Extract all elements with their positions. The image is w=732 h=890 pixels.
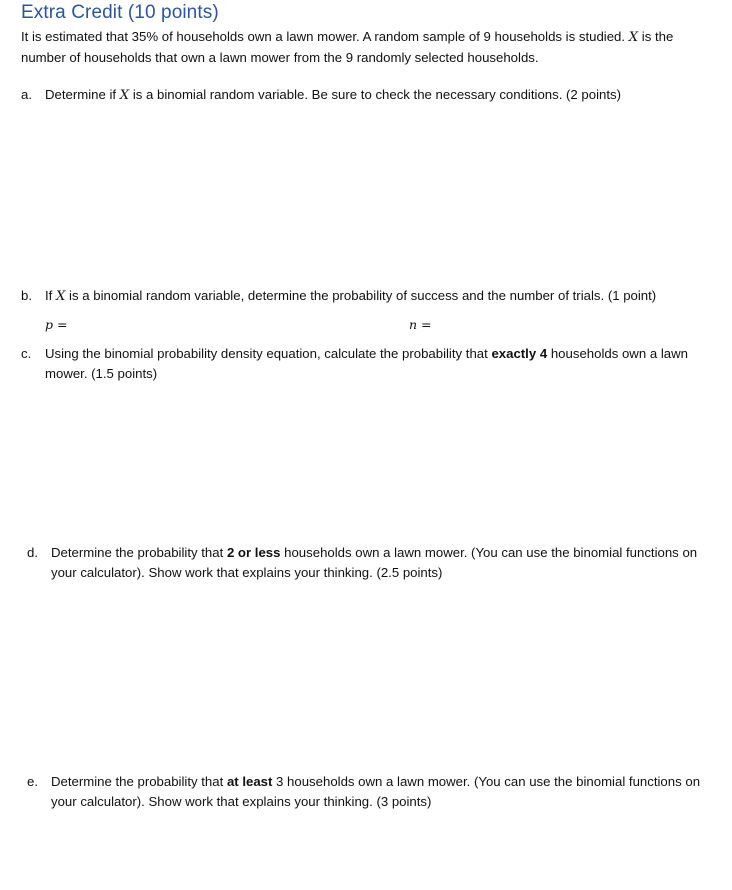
question-c-text [21,344,693,384]
question-c [21,344,693,384]
question-a-text [21,85,711,106]
n-symbol: n [409,317,418,332]
intro-text-1: It is estimated that 35% of households own a lawn mower. A random sample of 9 households is studied. [21,29,629,44]
question-b-letter: b. [21,288,32,303]
question-d [27,543,717,583]
question-d-letter: d. [27,545,38,560]
question-c-bold: exactly 4 [491,346,548,361]
intro-paragraph [21,27,721,68]
question-e [27,772,717,812]
n-equals-sign: = [417,317,432,332]
p-symbol: p [45,317,54,332]
question-c-pre: Using the binomial probability density equation, calculate the probability that [45,346,492,361]
question-b-pre: If [45,288,56,303]
question-a-pre: Determine if [45,87,120,102]
question-c-post: households own a lawn mower. (1.5 points) [45,346,688,381]
question-e-bold: at least [226,774,273,789]
question-e-letter: e. [27,774,38,789]
question-e-post: 3 households own a lawn mower. (You can use the binomial functions on your calculator). Show work that explains your thinking. (3 points) [51,774,701,809]
question-b-post: is a binomial random variable, determine the probability of success and the number of trials. (1 point) [65,288,657,303]
intro-text-2: is the number of households that own a lawn mower from the 9 randomly selected households. [21,29,674,65]
question-a-variable: X [119,88,130,103]
p-equals-field [45,317,67,332]
page-title: Extra Credit (10 points) [21,2,219,23]
question-d-post: households own a lawn mower. (You can use the binomial functions on your calculator). Show work that explains your thinking. (2.5 points) [51,545,698,580]
n-equals-field [409,317,432,332]
question-a-post: is a binomial random variable. Be sure to check the necessary conditions. (2 points) [129,87,622,102]
question-c-letter: c. [21,346,32,361]
question-e-text [27,772,717,812]
question-d-pre: Determine the probability that [51,545,227,560]
question-b-text [21,286,711,307]
question-d-text [27,543,717,583]
question-d-bold: 2 or less [226,545,281,560]
question-a-letter: a. [21,87,32,102]
question-b-variable: X [56,289,66,304]
p-equals-sign: = [53,317,68,332]
question-b [21,286,711,307]
intro-variable: X [628,30,639,45]
question-e-pre: Determine the probability that [51,774,227,789]
question-a [21,85,711,106]
